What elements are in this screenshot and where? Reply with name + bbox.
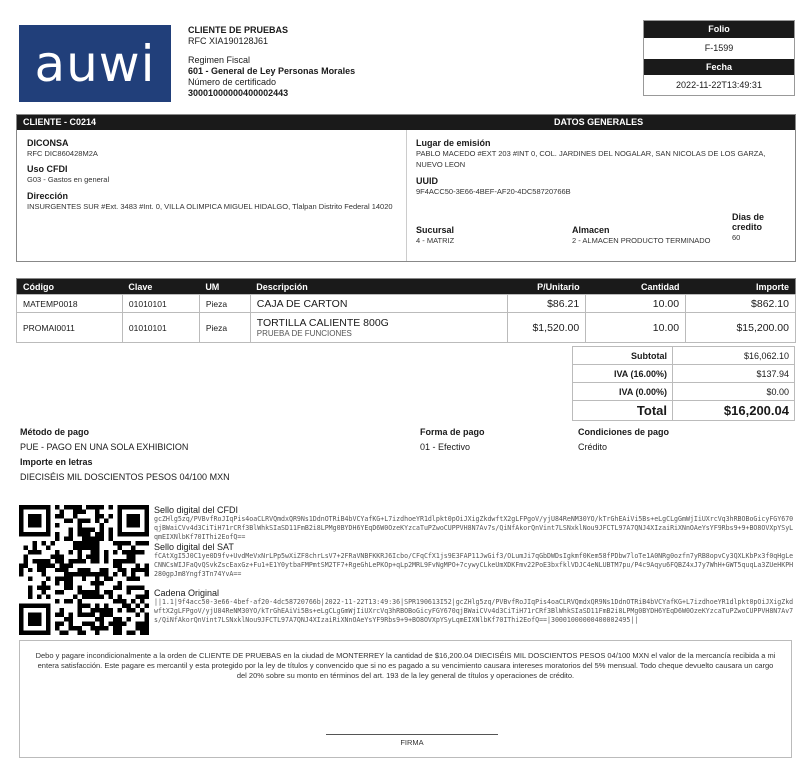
uso-value: G03 - Gastos en general <box>27 175 110 184</box>
cadena-value: ||1.1|9f4acc50-3e66-4bef-af20-4dc58720766b|2022-11-22T13:49:36|SPR190613I52|gcZHlg5zq/PVBvfRoJIqPis4oaCLRVQmdxQR9Ns1DdnOTRiB4bVCYafKG+L7izdhoeYR1dlpkt0pOiJXigZkdwftX2gLFPgoV/yjU84ReNM30YO/kTrGhEAiVi5Bs+eLgCLgGmWjIiUXrcVq3hRBOBoGicyFGY670qjBWaiCVv4d3CiTiH71rCRf3BlWhkSIaSD11FmB2i8LPMg0BYDH6YEqD6W0OzeKYzcaTuPZwoCUPPVH8N7Av7s/QiNfAkorQnVint7LSNxklNou9JFCTL97A7QNJ4XIzaiRiXNnOAeYsYF9Rbs9+9+BO8OVXpYSyLqmEIXNlbKf70IThi2EofQ==|30001000000400002495|| <box>154 598 794 624</box>
qr-code-icon <box>19 505 149 635</box>
cert-value: 30001000000400002443 <box>188 88 289 98</box>
folio-box <box>643 20 795 96</box>
sello-cfdi-value: gcZHlg5zq/PVBvfRoJIqPis4oaCLRVQmdxQR9Ns1DdnOTRiB4bVCYafKG+L7izdhoeYR1dlpkt0pOiJXigZkdwftX2gLFPgoV/yjU84ReNM30YO/kTrGhEAiVi5Bs+eLgCLgGmWjIiUXrcVq3hRBOBoGicyFGY670qjBWaiCVv4d3CiTiH71rCRf3BlWhkSIaSD11FmB2i8LPMg0BYDH6YEqD6W0OzeKYzcaTuPZwoCUPPVH8N7Av7s/QiNfAkorQnVint7LSNxklNou9JFCTL97A7QNJ4XIzaiRiXNnOAeYsYF9Rbs9+9+BO8OVXpYSyLqmEIXNlbKf70IThi2EofQ== <box>154 515 794 541</box>
col-codigo: Código <box>17 279 123 295</box>
logo-text: auwi <box>34 34 156 93</box>
forma-label: Forma de pago <box>420 427 485 437</box>
uuid-value: 9F4ACC50-3E66-4BEF-AF20-4DC58720766B <box>416 187 571 196</box>
letras-value: DIECISÉIS MIL DOSCIENTOS PESOS 04/100 MXN <box>20 472 230 482</box>
folio-label: Folio <box>644 21 794 38</box>
cell-um: Pieza <box>199 313 250 343</box>
sello-sat-value: fCAtXgI5J0C1ye0D9fv+UvdMeVxNrLPp5wXiZF8chrLsV7+2FRaVNBFKKRJ6Icbo/CFqCfX1js9E3FAP11JwGif3/OLumJi7qGbDWDsIgkmf0Kem58fPDbw7loTe1A0NRg0ozfn7yRB8opvCy3QXLKbPx3f0qHgLeCNNCsWIJFaQvQSvkZscEaxGz+Fu1+E1Y0ytbaFMPmtSM2TF7+RgeGhLePKOp+qLp2MRL9FvNgMPO+7cywyCLkeUmXDKFmv22PoE3bxfklVDJC4eNLUBTM7pu/P4c9Aqyu6FQBZ4xJ7y7WhH+GWT5quqLa3ZUeHKPH280gpJm8Yngf3Tn74YvA== <box>154 552 794 578</box>
iva16-label: IVA (16.00%) <box>573 365 673 383</box>
cell-codigo: MATEMP0018 <box>17 295 123 313</box>
cell-punitario: $86.21 <box>508 295 586 313</box>
cell-clave: 01010101 <box>122 295 199 313</box>
totals-table <box>572 346 795 421</box>
item-desc-note: PRUEBA DE FUNCIONES <box>256 329 352 338</box>
iva0-value: $0.00 <box>673 383 795 401</box>
firma-label: FIRMA <box>400 738 424 747</box>
regimen-value: 601 - General de Ley Personas Morales <box>188 66 356 76</box>
cell-codigo: PROMAI0011 <box>17 313 123 343</box>
table-row <box>17 295 796 313</box>
cell-descripcion: CAJA DE CARTON <box>250 295 507 313</box>
cell-punitario: $1,520.00 <box>508 313 586 343</box>
client-bar <box>17 115 795 130</box>
cell-clave: 01010101 <box>122 313 199 343</box>
client-right <box>416 130 791 261</box>
issuer-name: CLIENTE DE PRUEBAS <box>188 25 289 35</box>
total-row <box>573 401 795 421</box>
total-label: Total <box>573 401 673 421</box>
sucursal-label: Sucursal <box>416 225 455 235</box>
col-clave: Clave <box>122 279 199 295</box>
almacen-value: 2 - ALMACEN PRODUCTO TERMINADO <box>572 236 711 245</box>
issuer-rfc: RFC XIA190128J61 <box>188 36 269 46</box>
metodo-value: PUE - PAGO EN UNA SOLA EXHIBICION <box>20 442 189 452</box>
folio-value: F-1599 <box>704 43 734 53</box>
regimen-label: Regimen Fiscal <box>188 55 251 65</box>
letras-label: Importe en letras <box>20 457 93 467</box>
lugar-label: Lugar de emisión <box>416 138 491 148</box>
dir-value: INSURGENTES SUR #Ext. 3483 #Int. 0, VILLA OLIMPICA MIGUEL HIDALGO, Tlalpan Distrito Federal 14020 <box>27 202 393 211</box>
forma-pago <box>420 427 485 452</box>
legal-box <box>19 640 792 758</box>
dias-credito <box>732 212 788 243</box>
fecha-value: 2022-11-22T13:49:31 <box>676 80 762 90</box>
company-logo <box>19 25 171 102</box>
signature-line <box>326 734 498 735</box>
uuid-label: UUID <box>416 176 438 186</box>
col-um: UM <box>199 279 250 295</box>
issuer-info <box>188 25 355 99</box>
item-desc: TORTILLA CALIENTE 800G <box>256 317 389 329</box>
digital-seals <box>154 505 794 643</box>
total-value: $16,200.04 <box>673 401 795 421</box>
almacen-label: Almacen <box>572 225 610 235</box>
iva0-row <box>573 383 795 401</box>
legal-text: Debo y pagare incondicionalmente a la orden de CLIENTE DE PRUEBAS en la ciudad de MONTERREY la cantidad de $16,200.04 DIECISÉIS MIL DOSCIENTOS PESOS 04/100 MXN el valor de la mercancía recibida a mi entera satisfacción. Este pagare es mercantil y esta protegido por la ley de títulos y convencido que si no es pagado a su vencimiento causara intereses moratorios del 5% mensual. Todo cheque devuelto causara un cargo del 20% sobre su monto en términos del art. 193 de la ley general de títulos y operaciones de crédito. <box>35 651 776 680</box>
dias-value: 60 <box>732 233 741 242</box>
client-code: CLIENTE - C0214 <box>23 117 97 127</box>
table-row <box>17 313 796 343</box>
items-header-row <box>17 279 796 295</box>
subtotal-label: Subtotal <box>573 347 673 365</box>
sello-cfdi-label: Sello digital del CFDI <box>154 505 239 515</box>
cell-cantidad: 10.00 <box>586 295 686 313</box>
col-punitario: P/Unitario <box>508 279 586 295</box>
client-name: DICONSA <box>27 138 69 148</box>
items-table <box>16 278 796 343</box>
general-bar-title: DATOS GENERALES <box>554 117 644 127</box>
sello-sat-label: Sello digital del SAT <box>154 542 234 552</box>
cell-cantidad: 10.00 <box>586 313 686 343</box>
sucursal-value: 4 - MATRIZ <box>416 236 455 245</box>
dias-label: Dias de credito <box>732 212 765 232</box>
almacen <box>572 225 711 246</box>
cell-descripcion <box>250 313 507 343</box>
cond-label: Condiciones de pago <box>578 427 670 437</box>
condiciones-pago <box>578 427 669 452</box>
cell-importe: $15,200.00 <box>686 313 796 343</box>
dir-label: Dirección <box>27 191 69 201</box>
iva16-value: $137.94 <box>673 365 795 383</box>
uso-label: Uso CFDI <box>27 164 68 174</box>
client-left <box>17 130 407 261</box>
cell-importe: $862.10 <box>686 295 796 313</box>
cert-label: Número de certificado <box>188 77 277 87</box>
subtotal-row <box>573 347 795 365</box>
fecha-label: Fecha <box>644 59 794 75</box>
cadena-label: Cadena Original <box>154 588 220 598</box>
col-cantidad: Cantidad <box>586 279 686 295</box>
client-rfc: RFC DIC860428M2A <box>27 149 98 158</box>
subtotal-value: $16,062.10 <box>673 347 795 365</box>
client-section <box>16 114 796 262</box>
payment-method <box>20 427 230 482</box>
forma-value: 01 - Efectivo <box>420 442 471 452</box>
lugar-value: PABLO MACEDO #EXT 203 #INT 0, COL. JARDINES DEL NOGALAR, SAN NICOLAS DE LOS GARZA, NUEVO LEON <box>416 149 766 169</box>
col-importe: Importe <box>686 279 796 295</box>
cell-um: Pieza <box>199 295 250 313</box>
iva16-row <box>573 365 795 383</box>
sucursal <box>416 225 454 246</box>
cond-value: Crédito <box>578 442 608 452</box>
col-descripcion: Descripción <box>250 279 507 295</box>
iva0-label: IVA (0.00%) <box>573 383 673 401</box>
metodo-label: Método de pago <box>20 427 89 437</box>
